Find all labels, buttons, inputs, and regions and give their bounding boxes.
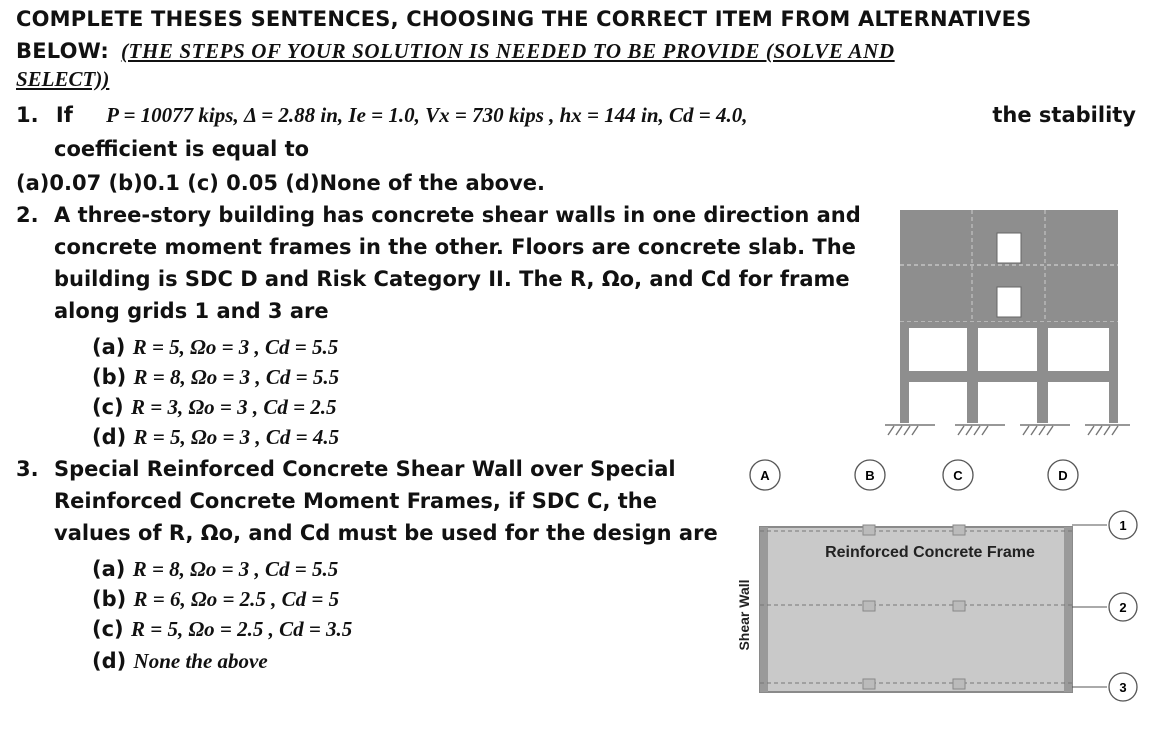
- option-label: (a): [92, 557, 126, 581]
- option-text: None the above: [133, 649, 268, 673]
- option-label: (d): [92, 649, 127, 673]
- header-line-2: [16, 38, 895, 64]
- q1-line-1: [16, 102, 1136, 128]
- q1-if: If: [55, 103, 73, 127]
- grid-letter-text: C: [953, 468, 963, 483]
- option-label: (b): [92, 365, 127, 389]
- q1-options: (a)0.07 (b)0.1 (c) 0.05 (d)None of the above.: [16, 171, 545, 195]
- q3-number: 3.: [16, 457, 39, 481]
- grid-bubble-b: [855, 460, 885, 490]
- frame-bay: [978, 382, 1037, 423]
- option-text: R = 5, Ωo = 2.5 , Cd = 3.5: [130, 617, 353, 641]
- q2-option-d: [92, 424, 339, 450]
- grid-bubble-c: [943, 460, 973, 490]
- option-text: R = 3, Ωo = 3 , Cd = 2.5: [130, 395, 337, 419]
- option-label: (d): [92, 425, 127, 449]
- grid-letter-text: D: [1058, 468, 1068, 483]
- q2-number: 2.: [16, 203, 39, 227]
- grid-bubble-a: [750, 460, 780, 490]
- q2-text-line: along grids 1 and 3 are: [54, 299, 329, 323]
- frame-bay: [909, 328, 967, 371]
- grid-bubble-1: [1109, 511, 1137, 539]
- frame-bay: [978, 328, 1037, 371]
- option-label: (c): [92, 617, 124, 641]
- grid-bubble-3: [1109, 673, 1137, 701]
- shear-wall-left: [760, 527, 768, 692]
- grid-number-text: 2: [1119, 600, 1127, 615]
- window-opening: [997, 287, 1021, 317]
- q3-text-line: Special Reinforced Concrete Shear Wall over Special: [54, 457, 676, 481]
- shear-wall-right: [1064, 527, 1072, 692]
- q3-text-line: values of R, Ωo, and Cd must be used for the design are: [54, 521, 718, 545]
- floor-plan-figure: [725, 455, 1153, 705]
- option-label: (b): [92, 587, 127, 611]
- option-text: R = 8, Ωo = 3 , Cd = 5.5: [132, 557, 339, 581]
- q2-option-c: [92, 394, 337, 420]
- q1-number: 1.: [16, 103, 39, 127]
- q3-option-a: [92, 556, 338, 582]
- ground-hatch: [885, 425, 1130, 435]
- grid-number-text: 3: [1119, 680, 1127, 695]
- grid-letter-text: B: [865, 468, 875, 483]
- q1-line-2: coefficient is equal to: [54, 137, 310, 161]
- q3-option-c: [92, 616, 352, 642]
- grid-bubble-2: [1109, 593, 1137, 621]
- q1-given: P = 10077 kips, Δ = 2.88 in, Ie = 1.0, Vx = 730 kips , hx = 144 in, Cd = 4.0,: [106, 103, 748, 127]
- option-text: R = 6, Ωo = 2.5 , Cd = 5: [133, 587, 340, 611]
- header-line-3: [16, 66, 109, 92]
- grid-letter-text: A: [760, 468, 770, 483]
- grid-number-text: 1: [1119, 518, 1127, 533]
- option-text: R = 5, Ωo = 3 , Cd = 4.5: [133, 425, 340, 449]
- q2-option-a: [92, 334, 338, 360]
- q2-text-line: A three-story building has concrete shear walls in one direction and: [54, 203, 861, 227]
- option-text: R = 8, Ωo = 3 , Cd = 5.5: [133, 365, 340, 389]
- header-below: BELOW:: [16, 39, 109, 63]
- option-text: R = 5, Ωo = 3 , Cd = 5.5: [132, 335, 339, 359]
- frame-bay: [909, 382, 967, 423]
- q3-option-b: [92, 586, 339, 612]
- q2-text-line: building is SDC D and Risk Category II. The R, Ωo, and Cd for frame: [54, 267, 850, 291]
- frame-label: Reinforced Concrete Frame: [825, 544, 1035, 561]
- option-label: (c): [92, 395, 124, 419]
- header-instruction-end: SELECT)): [16, 67, 110, 91]
- frame-bay: [1048, 382, 1109, 423]
- window-opening: [997, 233, 1021, 263]
- shear-wall-label: Shear Wall: [736, 579, 752, 651]
- grid-bubble-d: [1048, 460, 1078, 490]
- header-line-1: COMPLETE THESES SENTENCES, CHOOSING THE CORRECT ITEM FROM ALTERNATIVES: [16, 7, 1032, 31]
- q3-text-line: Reinforced Concrete Moment Frames, if SDC C, the: [54, 489, 657, 513]
- frame-bay: [1048, 328, 1109, 371]
- q3-option-d: [92, 648, 268, 674]
- option-label: (a): [92, 335, 126, 359]
- q2-text-line: concrete moment frames in the other. Floors are concrete slab. The: [54, 235, 856, 259]
- q2-option-b: [92, 364, 339, 390]
- building-elevation-figure: [880, 205, 1140, 440]
- q1-tail: the stability: [992, 103, 1136, 127]
- header-instruction: (THE STEPS OF YOUR SOLUTION IS NEEDED TO BE PROVIDE (SOLVE AND: [120, 39, 895, 63]
